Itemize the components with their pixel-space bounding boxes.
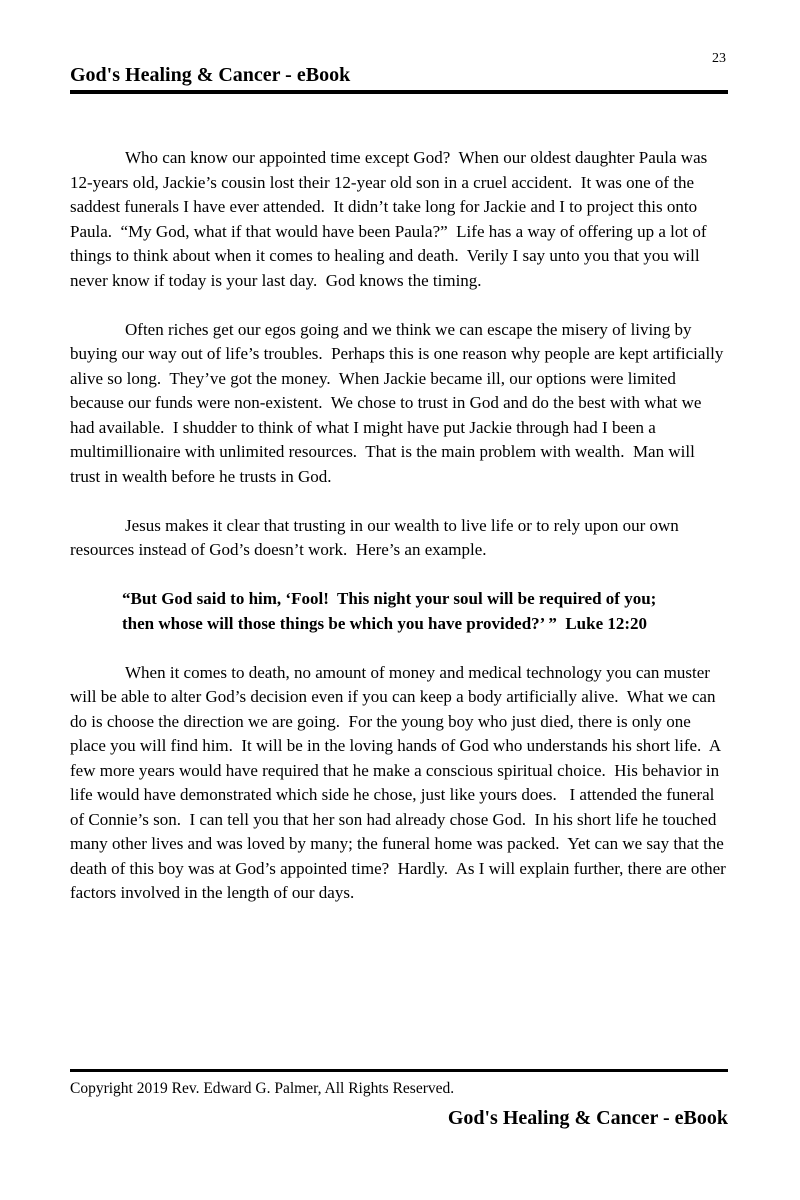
scripture-quote-luke-12-20: “But God said to him, ‘Fool! This night your soul will be required of you; then whose will those things be which you have provided?’ ” Luke 12:20 bbox=[122, 589, 661, 633]
paragraph-death-money: When it comes to death, no amount of money and medical technology you can muster will be able to alter God’s decision even if you can keep a body artificially alive. What we can do is choose the direction we are going. For the young boy who just died, there is only one place you will find him. It will be in the loving hands of God who understands his short life. A few more years would have required that he make a conscious spiritual choice. His behavior in life would have demonstrated which side he chose, just like yours does. I attended the funeral of Connie’s son. I can tell you that her son had already chose God. In his short life he touched many other lives and was loved by many; the funeral home was packed. Yet can we say that the death of this boy was at God’s appointed time? Hardly. As I will explain further, there are other factors involved in the length of our days. bbox=[70, 662, 731, 902]
page-number: 23 bbox=[712, 51, 726, 66]
header-title: God's Healing & Cancer - eBook bbox=[70, 64, 351, 86]
page-body bbox=[70, 146, 731, 930]
footer-title: God's Healing & Cancer - eBook bbox=[447, 1107, 728, 1129]
paragraph-appointed-time: Who can know our appointed time except God? When our oldest daughter Paula was 12-years old, Jackie’s cousin lost their 12-year old son in a cruel accident. It was one of the saddest funerals I have ever attended. It didn’t take long for Jackie and I to project this onto Paula. “My God, what if that would have been Paula?” Life has a way of offering up a lot of things to think about when it comes to healing and death. Verily I say unto you that you will never know if today is your last day. God knows the timing. bbox=[70, 148, 712, 290]
footer-copyright: Copyright 2019 Rev. Edward G. Palmer, All Rights Reserved. bbox=[70, 1080, 455, 1097]
page-header bbox=[70, 62, 728, 94]
page-footer bbox=[70, 1069, 728, 1130]
paragraph-jesus-wealth: Jesus makes it clear that trusting in our wealth to live life or to rely upon our own resources instead of God’s doesn’t work. Here’s an example. bbox=[70, 515, 684, 559]
paragraph-riches-egos: Often riches get our egos going and we think we can escape the misery of living by buying our way out of life’s troubles. Perhaps this is one reason why people are kept artificially alive so long. They’ve got the money. When Jackie became ill, our options were limited because our funds were non-existent. We chose to trust in God and do the best with what we had available. I shudder to think of what I might have put Jackie through had I been a multimillionaire with unlimited resources. That is the main problem with wealth. Man will trust in wealth before he trusts in God. bbox=[70, 319, 728, 486]
